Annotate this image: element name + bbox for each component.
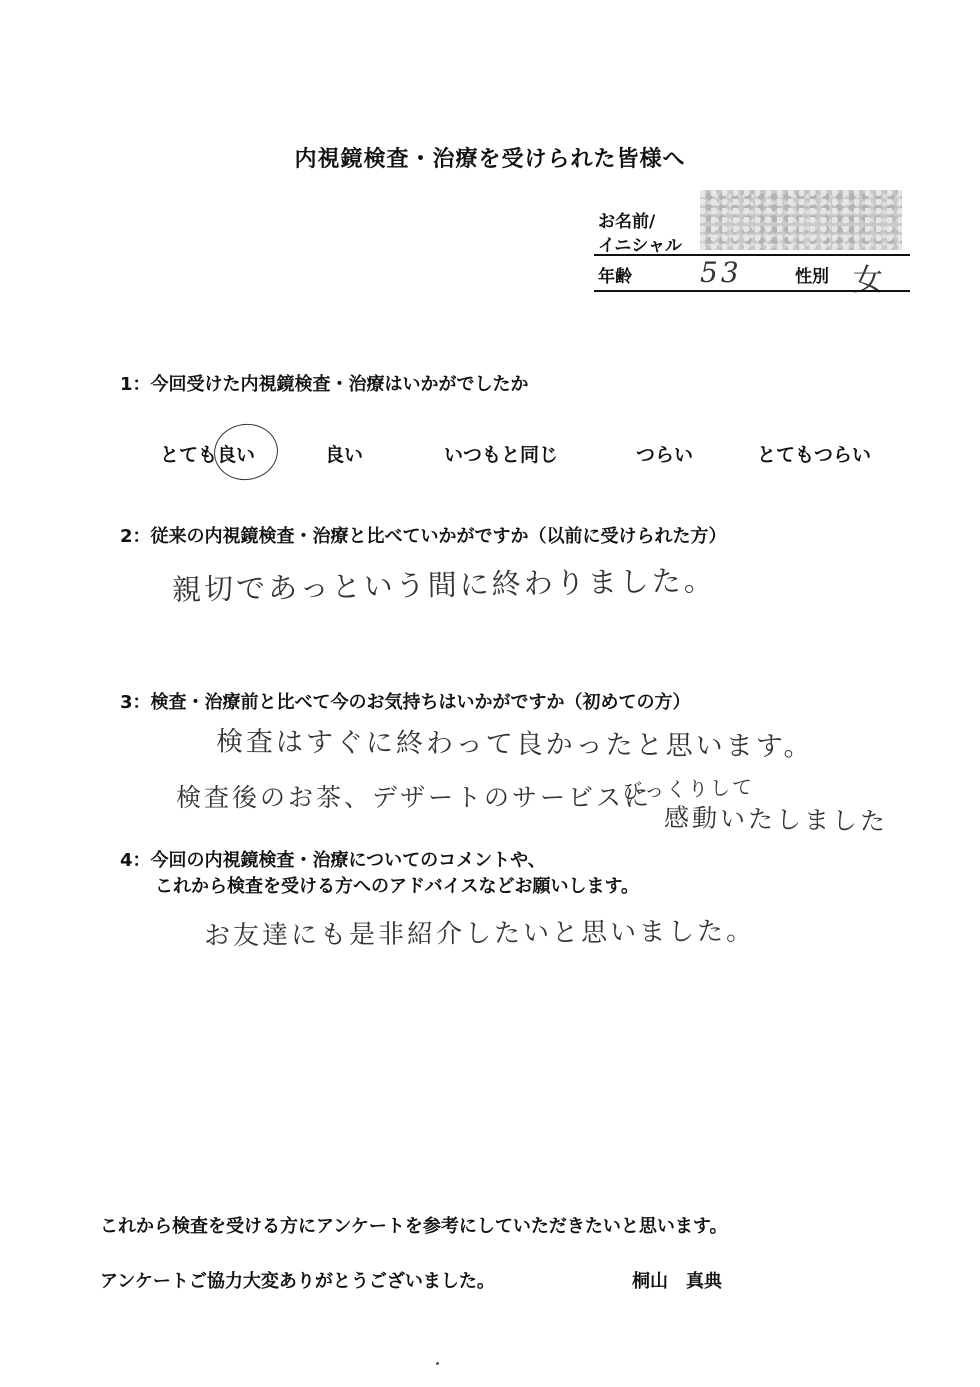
q3-answer-line-3: びっくりして <box>621 774 755 804</box>
sex-label: 性別 <box>795 267 829 287</box>
q1-option-same[interactable]: いつもと同じ <box>444 444 559 466</box>
q3-answer-line-2: 検査後のお茶、デザートのサービスに <box>176 783 653 812</box>
page-title: 内視鏡検査・治療を受けられた皆様へ <box>294 147 686 172</box>
age-label: 年齢 <box>598 267 632 287</box>
question-4-label-line2: これから検査を受ける方へのアドバイスなどお願いします。 <box>155 876 640 897</box>
question-3-label: 3：検査・治療前と比べて今のお気持ちはいかがですか（初めての方） <box>120 692 691 713</box>
name-redaction <box>700 190 902 250</box>
selected-option-circle <box>210 420 281 484</box>
q1-option-good[interactable]: 良い <box>325 444 364 466</box>
sex-value: 女 <box>853 263 886 298</box>
footer-signature: 桐山 真典 <box>632 1271 722 1292</box>
q3-answer-line-4: 感動いたしました <box>663 803 889 836</box>
question-2-label: 2：従来の内視鏡検査・治療と比べていかがですか（以前に受けられた方） <box>120 526 727 547</box>
age-value: 53 <box>700 256 742 289</box>
q2-answer-line-1: 親切であっという間に終わりました。 <box>171 563 717 607</box>
age-sex-underline <box>594 290 910 292</box>
q1-option-hard[interactable]: つらい <box>636 444 694 466</box>
q1-option-very-hard[interactable]: とてもつらい <box>757 444 872 466</box>
q1-option-very-good[interactable]: とても良い <box>160 444 256 466</box>
name-label-line1: お名前/ <box>598 212 656 232</box>
scan-speck <box>436 1362 439 1365</box>
footer-line-1: これから検査を受ける方にアンケートを参考にしていただきたいと思います。 <box>100 1216 728 1237</box>
footer-line-2: アンケートご協力大変ありがとうございました。 <box>100 1271 495 1292</box>
q4-answer-line-1: お友達にも是非紹介したいと思いました。 <box>203 916 756 952</box>
q3-answer-line-1: 検査はすぐに終わって良かったと思います。 <box>215 726 814 763</box>
question-4-label-line1: 4：今回の内視鏡検査・治療についてのコメントや、 <box>120 850 546 871</box>
question-1-label: 1：今回受けた内視鏡検査・治療はいかがでしたか <box>120 374 529 395</box>
name-label-line2: イニシャル <box>598 236 682 256</box>
